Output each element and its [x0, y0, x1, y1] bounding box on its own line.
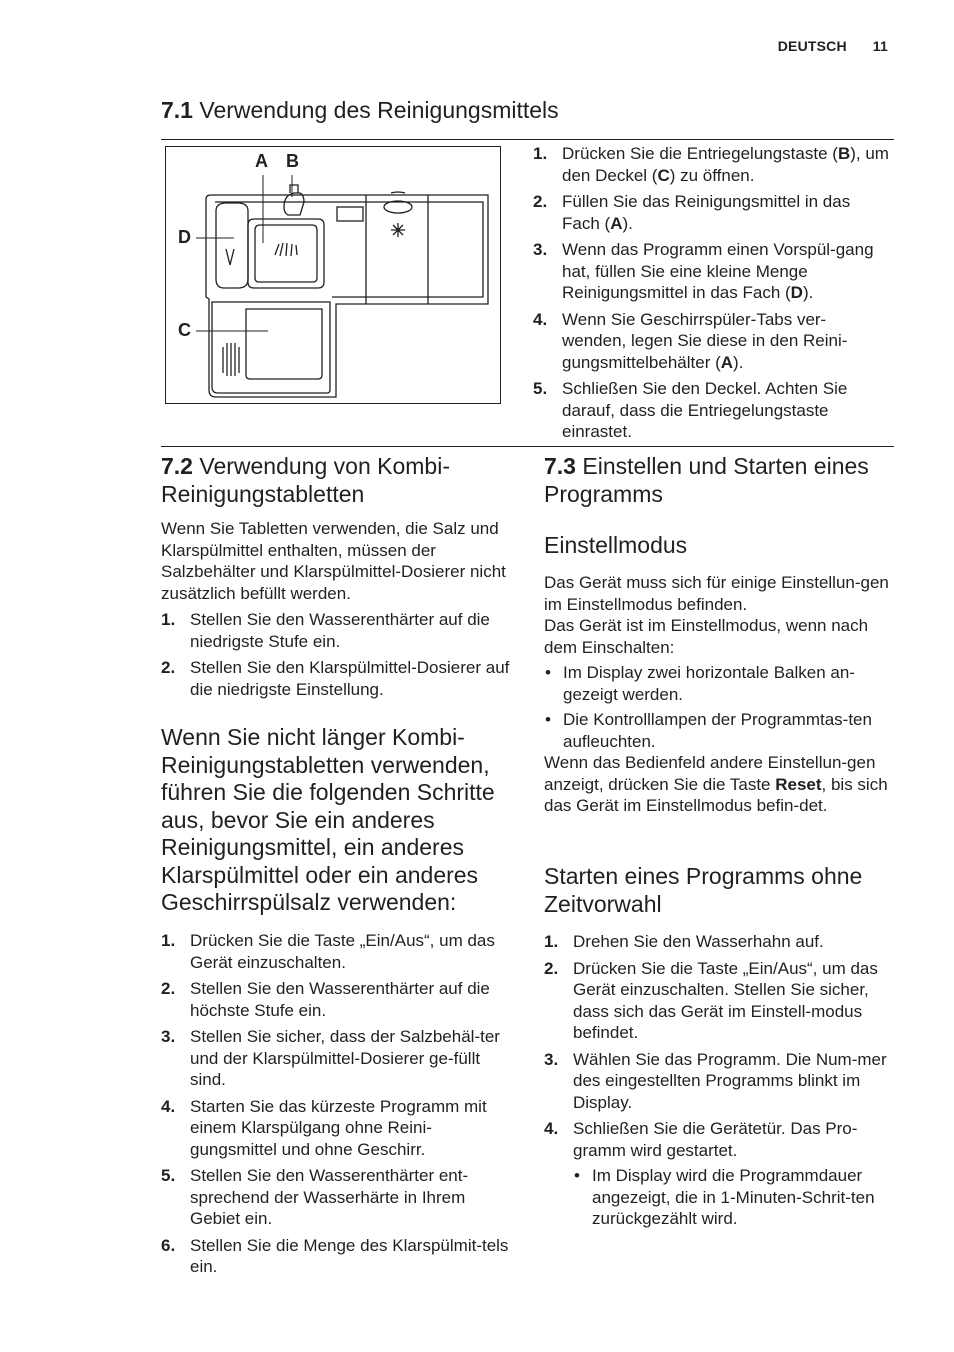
- section-7-1-title: 7.1 Verwendung des Reinigungsmittels: [161, 97, 559, 123]
- figure-label-d: D: [178, 227, 191, 247]
- list-item: 3. Wenn das Programm einen Vorspül-gang hat, füllen Sie eine kleine Menge Reinigungsmittel in das Fach (D).: [533, 240, 874, 302]
- section-7-2-steps-2: [161, 930, 511, 1283]
- list-item: 6. Stellen Sie die Menge des Klarspülmit-tels ein.: [161, 1235, 509, 1276]
- list-item: 3. Stellen Sie sicher, dass der Salzbehäl-ter und der Klarspülmittel-Dosierer ge-füllt sind.: [161, 1027, 500, 1089]
- combi-tabs-heading: Wenn Sie nicht länger Kombi-Reinigungstabletten verwenden, führen Sie die folgenden Schritte aus, bevor Sie ein anderes Reinigungsmittel, ein anderes Klarspülmittel oder ein anderes Geschirrspülsalz verwenden:: [161, 724, 495, 915]
- list-item: 2. Stellen Sie den Klarspülmittel-Dosierer auf die niedrigste Einstellung.: [161, 658, 510, 699]
- list-item: 4. Wenn Sie Geschirrspüler-Tabs ver-wenden, legen Sie diese in den Reini-gungsmittelbehälter (A).: [533, 309, 848, 372]
- section-7-2-steps: [161, 609, 511, 705]
- section-7-3-steps: [544, 931, 894, 1235]
- list-item: 4. Starten Sie das kürzeste Programm mit einem Klarspülgang ohne Reini-gungsmittel und ohne Geschirr.: [161, 1096, 487, 1159]
- settings-mode-heading: Einstellmodus: [544, 532, 688, 558]
- reset-key: Reset: [775, 774, 822, 794]
- page-header: [778, 38, 888, 54]
- figure-label-b: B: [286, 151, 299, 171]
- language-label: DEUTSCH: [777, 38, 847, 54]
- list-item: 3. Wählen Sie das Programm. Die Num-mer des eingestellten Programms blinkt im Display.: [544, 1049, 887, 1112]
- duration-bullet: [573, 1165, 894, 1230]
- settings-mode-bullets: [544, 662, 894, 752]
- start-program-heading: Starten eines Programms ohne Zeitvorwahl: [544, 863, 863, 917]
- dispenser-illustration: [166, 147, 502, 405]
- section-7-3-title: 7.3 Einstellen und Starten eines Programms: [544, 453, 869, 507]
- section-7-2-intro: Wenn Sie Tabletten verwenden, die Salz und Klarspülmittel enthalten, müssen der Salzbehälter und Klarspülmittel-Dosierer nicht zusätzlich befüllt werden.: [161, 519, 506, 603]
- list-item: 1. Drücken Sie die Entriegelungstaste (B), um den Deckel (C) zu öffnen.: [533, 144, 889, 185]
- list-item: • Die Kontrolllampen der Programmtas-ten aufleuchten.: [545, 710, 872, 751]
- list-item: 5. Schließen Sie den Deckel. Achten Sie darauf, dass die Entriegelungstaste einrastet.: [533, 379, 848, 441]
- figure-label-c: C: [178, 320, 191, 340]
- section-7-1-steps: [533, 143, 889, 448]
- section-7-2-title: 7.2 Verwendung von Kombi- Reinigungstabletten: [161, 453, 450, 507]
- section-divider-top: [161, 139, 894, 140]
- list-item: • Im Display zwei horizontale Balken an-gezeigt werden.: [545, 663, 855, 704]
- list-item: 4. Schließen Sie die Gerätetür. Das Pro-gramm wird gestartet. • Im Display wird die Programmdauer angezeigt, die in 1-Minuten-Schrit-ten zurückgezählt wird.: [544, 1118, 894, 1230]
- page-number: 11: [872, 38, 888, 54]
- detergent-dispenser-figure: [165, 146, 501, 404]
- list-item: 1. Stellen Sie den Wasserenthärter auf die niedrigste Stufe ein.: [161, 610, 490, 651]
- list-item: 1. Drehen Sie den Wasserhahn auf.: [544, 932, 824, 951]
- figure-label-a: A: [255, 151, 268, 171]
- list-item: 2. Drücken Sie die Taste „Ein/Aus“, um das Gerät einzuschalten. Stellen Sie sicher, dass sich das Gerät im Einstell-modus befindet.: [544, 958, 878, 1042]
- section-divider-middle: [161, 446, 894, 447]
- list-item: 1. Drücken Sie die Taste „Ein/Aus“, um das Gerät einzuschalten.: [161, 931, 495, 972]
- list-item: 5. Stellen Sie den Wasserenthärter ent-sprechend der Wasserhärte in Ihrem Gebiet ein.: [161, 1166, 469, 1228]
- list-item: • Im Display wird die Programmdauer angezeigt, die in 1-Minuten-Schrit-ten zurückgezählt wird.: [574, 1166, 875, 1228]
- list-item: 2. Füllen Sie das Reinigungsmittel in das Fach (A).: [533, 192, 851, 233]
- settings-mode-text: Das Gerät muss sich für einige Einstellun-gen im Einstellmodus befinden. Das Gerät ist im Einstellmodus, wenn nach dem Einschalten: • Im Display zwei horizontale Balken an-gezeigt werden. • Die Kontrolllampen der Programmtas-ten aufleuchten. Wenn das Bedienfeld andere Einstellun-gen anzeigt, drücken Sie die Taste Reset, bis sich das Gerät im Einstellmodus befin-det.: [544, 572, 894, 817]
- list-item: 2. Stellen Sie den Wasserenthärter auf die höchste Stufe ein.: [161, 979, 490, 1020]
